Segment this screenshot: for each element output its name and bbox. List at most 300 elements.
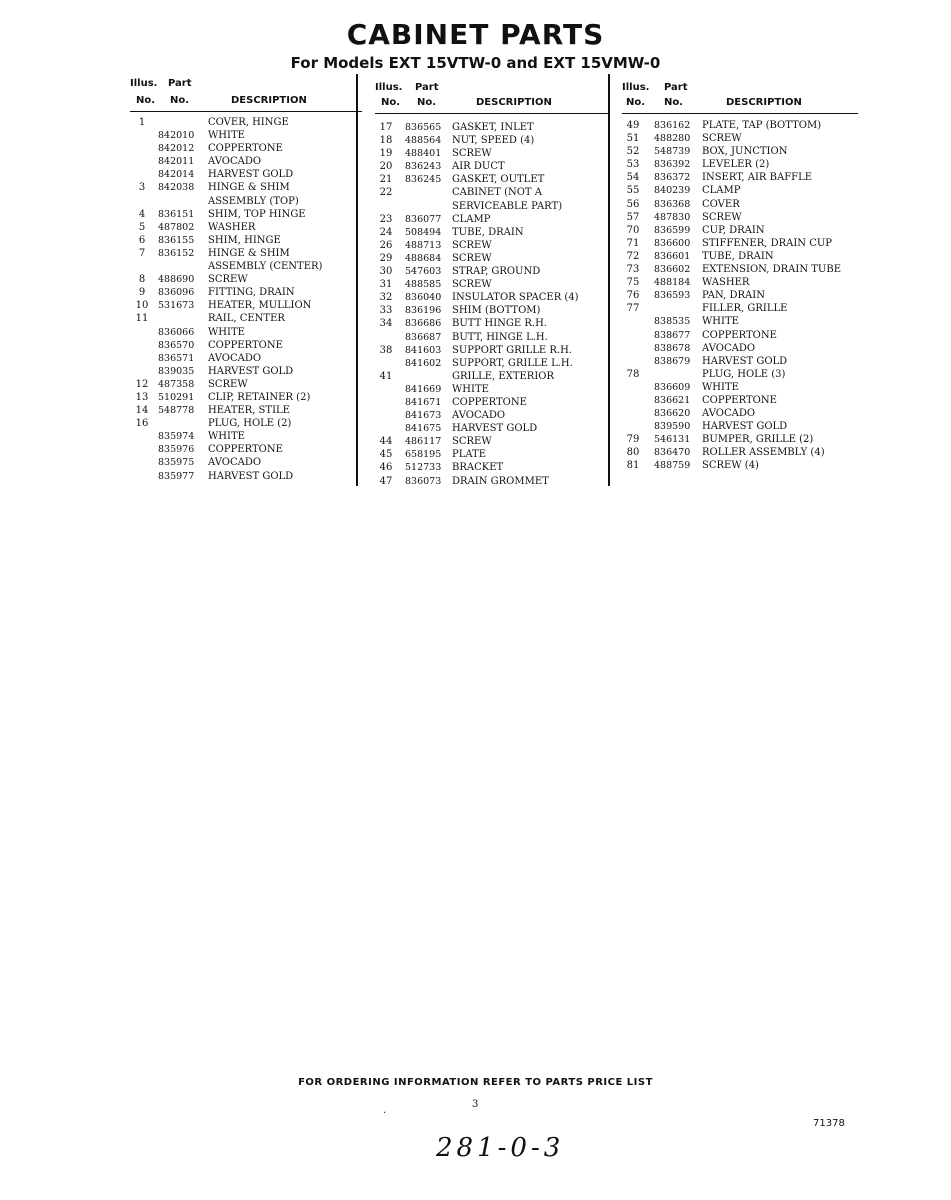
- illus-header: Illus.: [622, 82, 650, 93]
- illus-no-header: No.: [381, 97, 401, 108]
- table-row: [375, 173, 610, 186]
- part-number: 548739: [654, 146, 691, 158]
- table-row: [622, 237, 858, 250]
- part-number: 836565: [405, 122, 442, 133]
- illus-number: 4: [138, 208, 146, 220]
- part-number: 836571: [158, 352, 195, 364]
- part-description: EXTENSION, DRAIN TUBE: [702, 264, 841, 276]
- part-description: FITTING, DRAIN: [208, 287, 295, 299]
- illus-number: 24: [379, 226, 393, 238]
- table-row: [130, 234, 360, 247]
- table-row: [622, 446, 858, 459]
- illus-number: 47: [379, 475, 393, 487]
- illus-number: 70: [626, 224, 640, 236]
- part-description: SHIM, HINGE: [208, 234, 281, 246]
- table-row: [622, 394, 858, 407]
- part-description: SCREW: [452, 252, 492, 264]
- table-row: [622, 302, 858, 315]
- part-number: 842038: [158, 182, 195, 194]
- part-description: PLUG, HOLE (2): [208, 418, 292, 430]
- part-number: 488690: [158, 274, 195, 286]
- table-row: [375, 291, 610, 304]
- table-row: [375, 409, 610, 422]
- part-number: 838535: [654, 316, 691, 328]
- part-description: HARVEST GOLD: [208, 470, 294, 482]
- table-row: [130, 116, 360, 129]
- part-number: 836151: [158, 208, 195, 220]
- table-row: [130, 339, 360, 352]
- part-number: 836077: [405, 213, 442, 225]
- table-row: [130, 430, 360, 443]
- illus-number: 19: [379, 148, 393, 160]
- illus-number: 22: [379, 187, 393, 199]
- illus-number: 51: [626, 133, 640, 145]
- table-row: [375, 278, 610, 291]
- part-description: ASSEMBLY (CENTER): [208, 261, 323, 273]
- part-description: PLATE, TAP (BOTTOM): [702, 120, 822, 131]
- illus-number: 7: [138, 247, 146, 259]
- part-description: AVOCADO: [208, 352, 262, 364]
- part-description: HARVEST GOLD: [702, 421, 788, 433]
- part-number: 488401: [405, 148, 442, 160]
- column-header: [622, 76, 858, 112]
- part-description: INSERT, AIR BAFFLE: [702, 172, 813, 184]
- part-description: PLUG, HOLE (3): [702, 368, 786, 380]
- table-row: [130, 365, 360, 378]
- part-description: HARVEST GOLD: [702, 355, 788, 367]
- ordering-note: FOR ORDERING INFORMATION REFER TO PARTS PRICE LIST: [298, 1077, 653, 1088]
- illus-number: 9: [138, 287, 146, 299]
- part-number: 836609: [654, 381, 691, 393]
- part-description: COVER: [702, 198, 740, 210]
- part-number: 836073: [405, 475, 442, 487]
- table-row: [622, 184, 858, 197]
- table-row: [130, 443, 360, 456]
- part-number: 836620: [654, 408, 691, 420]
- part-number: 836593: [654, 290, 691, 302]
- part-number: 841602: [405, 357, 442, 369]
- table-row: [375, 344, 610, 357]
- part-description: AVOCADO: [208, 156, 262, 168]
- part-number: 838678: [654, 342, 691, 354]
- part-description: BUTT HINGE R.H.: [452, 318, 547, 330]
- parts-rows: [622, 112, 858, 473]
- part-number: 836162: [654, 120, 691, 131]
- part-description: HEATER, MULLION: [208, 300, 312, 312]
- illus-number: 11: [135, 313, 149, 325]
- part-description: BUMPER, GRILLE (2): [702, 434, 814, 446]
- illus-number: 13: [135, 391, 149, 403]
- table-row: [375, 396, 610, 409]
- parts-rows: [130, 112, 360, 483]
- table-row: [622, 132, 858, 145]
- parts-column-3: [622, 76, 858, 473]
- table-row: [622, 407, 858, 420]
- table-row: [130, 391, 360, 404]
- table-row: [375, 422, 610, 435]
- part-description: NUT, SPEED (4): [452, 135, 535, 147]
- description-header: DESCRIPTION: [726, 97, 802, 108]
- table-row: [130, 299, 360, 312]
- part-description: SCREW: [452, 239, 492, 251]
- table-row: [130, 404, 360, 417]
- part-header: Part: [415, 82, 439, 93]
- table-row: [130, 181, 360, 194]
- part-description: GRILLE, EXTERIOR: [452, 370, 555, 382]
- table-row: [622, 119, 858, 132]
- part-no-header: No.: [664, 97, 684, 108]
- part-description: SCREW: [452, 279, 492, 291]
- illus-number: 45: [379, 449, 393, 461]
- illus-number: 26: [379, 239, 393, 251]
- part-no-header: No.: [417, 97, 437, 108]
- illus-number: 31: [379, 279, 393, 291]
- part-number: 835977: [158, 470, 195, 482]
- illus-number: 21: [379, 174, 393, 186]
- illus-number: 56: [626, 198, 640, 210]
- part-number: 486117: [405, 436, 442, 448]
- illus-number: 55: [626, 185, 640, 197]
- illus-number: 10: [135, 300, 149, 312]
- part-number: 488280: [654, 133, 691, 145]
- part-description: RAIL, CENTER: [208, 313, 285, 325]
- illus-number: 53: [626, 159, 640, 171]
- part-description: SUPPORT, GRILLE L.H.: [452, 357, 573, 369]
- part-number: 487358: [158, 378, 195, 390]
- illus-number: 20: [379, 161, 393, 173]
- part-description: HARVEST GOLD: [452, 423, 538, 435]
- part-description: SUPPORT GRILLE R.H.: [452, 344, 572, 356]
- part-number: 836245: [405, 174, 442, 186]
- part-number: 836368: [654, 198, 691, 210]
- part-number: 488684: [405, 252, 442, 264]
- part-description: BOX, JUNCTION: [702, 146, 788, 158]
- part-number: 841673: [405, 410, 442, 422]
- part-description: AVOCADO: [208, 457, 262, 469]
- illus-number: 46: [379, 462, 393, 474]
- illus-number: 75: [626, 277, 640, 289]
- part-number: 488585: [405, 279, 442, 291]
- part-description: SCREW: [452, 436, 492, 448]
- illus-number: 80: [626, 447, 640, 459]
- part-number: 836066: [158, 326, 195, 338]
- part-number: 842010: [158, 130, 195, 142]
- illus-number: 71: [626, 237, 640, 249]
- part-number: 836096: [158, 287, 195, 299]
- parts-rows: [375, 112, 610, 488]
- illus-number: 6: [138, 234, 146, 246]
- part-number: 836470: [654, 447, 691, 459]
- illus-number: 5: [138, 221, 146, 233]
- table-row: [375, 383, 610, 396]
- illus-number: 78: [626, 368, 640, 380]
- part-description: CUP, DRAIN: [702, 224, 765, 236]
- table-row: [622, 459, 858, 472]
- table-row: [375, 317, 610, 330]
- part-description: HARVEST GOLD: [208, 169, 294, 181]
- document-code: 71378: [813, 1118, 845, 1129]
- table-row: [375, 160, 610, 173]
- illus-header: Illus.: [375, 82, 403, 93]
- part-number: 841669: [405, 383, 442, 395]
- table-row: [375, 475, 610, 488]
- table-row: [375, 435, 610, 448]
- part-description: WHITE: [702, 381, 739, 393]
- part-description: COPPERTONE: [452, 396, 527, 408]
- illus-number: 32: [379, 292, 393, 304]
- part-number: 488713: [405, 239, 442, 251]
- part-no-header: No.: [170, 95, 190, 106]
- part-description: FILLER, GRILLE: [702, 303, 788, 315]
- illus-number: 3: [138, 182, 146, 194]
- part-number: 487802: [158, 221, 195, 233]
- part-number: 840239: [654, 185, 691, 197]
- table-row: [130, 312, 360, 325]
- table-row: [622, 420, 858, 433]
- illus-number: 54: [626, 172, 640, 184]
- part-number: 841675: [405, 423, 442, 435]
- table-row: [375, 121, 610, 134]
- part-number: 546131: [654, 434, 691, 446]
- illus-number: 1: [138, 117, 146, 128]
- part-description: WHITE: [208, 431, 245, 443]
- table-row: [622, 198, 858, 211]
- part-number: 548778: [158, 405, 195, 417]
- table-row: [622, 145, 858, 158]
- table-row: [622, 315, 858, 328]
- illus-number: 16: [135, 418, 149, 430]
- illus-number: 34: [379, 318, 393, 330]
- table-row: [622, 250, 858, 263]
- table-row: [375, 226, 610, 239]
- part-description: STIFFENER, DRAIN CUP: [702, 237, 833, 249]
- part-number: 839035: [158, 365, 195, 377]
- illus-header: Illus.: [130, 78, 158, 89]
- table-row: [375, 370, 610, 383]
- part-number: 839590: [654, 421, 691, 433]
- part-number: 510291: [158, 391, 195, 403]
- part-number: 842012: [158, 143, 195, 155]
- table-row: [375, 252, 610, 265]
- table-row: [375, 448, 610, 461]
- part-number: 836392: [654, 159, 691, 171]
- table-row: [130, 470, 360, 483]
- page-title: CABINET PARTS: [346, 18, 605, 51]
- part-number: 487830: [654, 211, 691, 223]
- part-description: HINGE & SHIM: [208, 247, 290, 259]
- part-number: 841603: [405, 344, 442, 356]
- part-description: TUBE, DRAIN: [702, 250, 774, 262]
- part-description: COPPERTONE: [702, 394, 777, 406]
- part-number: 836602: [654, 264, 691, 276]
- part-header: Part: [168, 78, 192, 89]
- table-row: [130, 168, 360, 181]
- table-row: [375, 265, 610, 278]
- illus-number: 38: [379, 344, 393, 356]
- table-row: [375, 331, 610, 344]
- table-row: [375, 186, 610, 199]
- part-description: SHIM (BOTTOM): [452, 305, 541, 317]
- part-number: 488759: [654, 460, 691, 472]
- part-description: BRACKET: [452, 462, 504, 474]
- illus-number: 76: [626, 290, 640, 302]
- part-description: WHITE: [208, 326, 245, 338]
- illus-number: 23: [379, 213, 393, 225]
- column-header: [130, 76, 360, 112]
- illus-number: 18: [379, 135, 393, 147]
- illus-number: 17: [379, 122, 393, 133]
- table-row: [130, 195, 360, 208]
- illus-no-header: No.: [626, 97, 646, 108]
- part-description: AVOCADO: [702, 342, 756, 354]
- part-number: 836599: [654, 224, 691, 236]
- part-number: 835974: [158, 431, 195, 443]
- part-description: PLATE: [452, 449, 487, 461]
- description-header: DESCRIPTION: [231, 95, 307, 106]
- part-description: SCREW: [208, 274, 248, 286]
- part-description: STRAP, GROUND: [452, 266, 541, 278]
- table-row: [375, 461, 610, 474]
- part-number: 841671: [405, 396, 442, 408]
- description-header: DESCRIPTION: [476, 97, 552, 108]
- part-number: 836600: [654, 237, 691, 249]
- part-number: 835976: [158, 444, 195, 456]
- part-description: AVOCADO: [702, 408, 756, 420]
- part-description: CLIP, RETAINER (2): [208, 391, 311, 403]
- part-number: 836372: [654, 172, 691, 184]
- table-row: [130, 247, 360, 260]
- part-number: 512733: [405, 462, 442, 474]
- part-number: 836243: [405, 161, 442, 173]
- table-row: [130, 286, 360, 299]
- table-row: [130, 129, 360, 142]
- part-description: GASKET, INLET: [452, 122, 534, 133]
- part-description: SCREW: [702, 133, 742, 145]
- footer-dot: .: [383, 1105, 387, 1116]
- part-number: 836601: [654, 250, 691, 262]
- page-number: 3: [472, 1099, 479, 1110]
- part-description: SERVICEABLE PART): [452, 200, 563, 212]
- part-description: HEATER, STILE: [208, 405, 290, 417]
- illus-number: 52: [626, 146, 640, 158]
- part-description: BUTT, HINGE L.H.: [452, 331, 548, 343]
- part-description: GASKET, OUTLET: [452, 174, 545, 186]
- table-row: [130, 273, 360, 286]
- part-description: SCREW: [452, 148, 492, 160]
- table-row: [130, 155, 360, 168]
- part-description: CABINET (NOT A: [452, 187, 542, 199]
- illus-number: 57: [626, 211, 640, 223]
- table-row: [375, 239, 610, 252]
- part-number: 838679: [654, 355, 691, 367]
- table-row: [622, 342, 858, 355]
- part-description: COVER, HINGE: [208, 117, 289, 128]
- part-description: HARVEST GOLD: [208, 365, 294, 377]
- part-description: SHIM, TOP HINGE: [208, 208, 306, 220]
- illus-no-header: No.: [136, 95, 156, 106]
- part-description: LEVELER (2): [702, 159, 770, 171]
- table-row: [622, 433, 858, 446]
- part-description: WHITE: [702, 316, 739, 328]
- illus-number: 12: [135, 378, 149, 390]
- illus-number: 8: [138, 274, 146, 286]
- part-description: WASHER: [208, 221, 256, 233]
- table-row: [375, 304, 610, 317]
- part-description: PAN, DRAIN: [702, 290, 765, 302]
- part-description: HINGE & SHIM: [208, 182, 290, 194]
- table-row: [375, 200, 610, 213]
- table-row: [622, 289, 858, 302]
- part-description: SCREW (4): [702, 460, 759, 472]
- illus-number: 30: [379, 266, 393, 278]
- table-row: [622, 329, 858, 342]
- table-row: [130, 142, 360, 155]
- part-description: COPPERTONE: [208, 444, 283, 456]
- part-number: 836040: [405, 292, 442, 304]
- table-row: [622, 171, 858, 184]
- table-row: [375, 134, 610, 147]
- part-number: 842014: [158, 169, 195, 181]
- part-number: 658195: [405, 449, 442, 461]
- illus-number: 44: [379, 436, 393, 448]
- illus-number: 79: [626, 434, 640, 446]
- part-number: 508494: [405, 226, 442, 238]
- table-row: [130, 326, 360, 339]
- table-row: [622, 211, 858, 224]
- table-row: [375, 213, 610, 226]
- part-description: COPPERTONE: [208, 339, 283, 351]
- illus-number: 73: [626, 264, 640, 276]
- handwritten-note: 281-0-3: [436, 1133, 565, 1163]
- table-row: [375, 147, 610, 160]
- part-description: WHITE: [208, 130, 245, 142]
- part-number: 488184: [654, 277, 691, 289]
- part-number: 835975: [158, 457, 195, 469]
- illus-number: 41: [379, 370, 393, 382]
- illus-number: 77: [626, 303, 640, 315]
- part-description: COPPERTONE: [702, 329, 777, 341]
- part-number: 836155: [158, 234, 195, 246]
- table-row: [130, 417, 360, 430]
- table-row: [622, 381, 858, 394]
- table-row: [622, 224, 858, 237]
- illus-number: 72: [626, 250, 640, 262]
- part-number: 531673: [158, 300, 195, 312]
- table-row: [130, 456, 360, 469]
- page-subtitle: For Models EXT 15VTW-0 and EXT 15VMW-0: [290, 54, 661, 72]
- part-description: ASSEMBLY (TOP): [208, 195, 299, 207]
- part-description: INSULATOR SPACER (4): [452, 292, 579, 304]
- part-header: Part: [664, 82, 688, 93]
- part-number: 547603: [405, 266, 442, 278]
- table-row: [130, 221, 360, 234]
- parts-column-1: [130, 76, 360, 483]
- illus-number: 49: [626, 120, 640, 131]
- table-row: [622, 263, 858, 276]
- part-number: 838677: [654, 329, 691, 341]
- part-description: WHITE: [452, 383, 489, 395]
- table-row: [130, 260, 360, 273]
- part-description: CLAMP: [452, 213, 491, 225]
- illus-number: 81: [626, 460, 640, 472]
- part-description: ROLLER ASSEMBLY (4): [702, 447, 825, 459]
- table-row: [130, 352, 360, 365]
- column-header: [375, 76, 610, 112]
- part-number: 836687: [405, 331, 442, 343]
- part-number: 836196: [405, 305, 442, 317]
- part-number: 836152: [158, 247, 195, 259]
- part-number: 836570: [158, 339, 195, 351]
